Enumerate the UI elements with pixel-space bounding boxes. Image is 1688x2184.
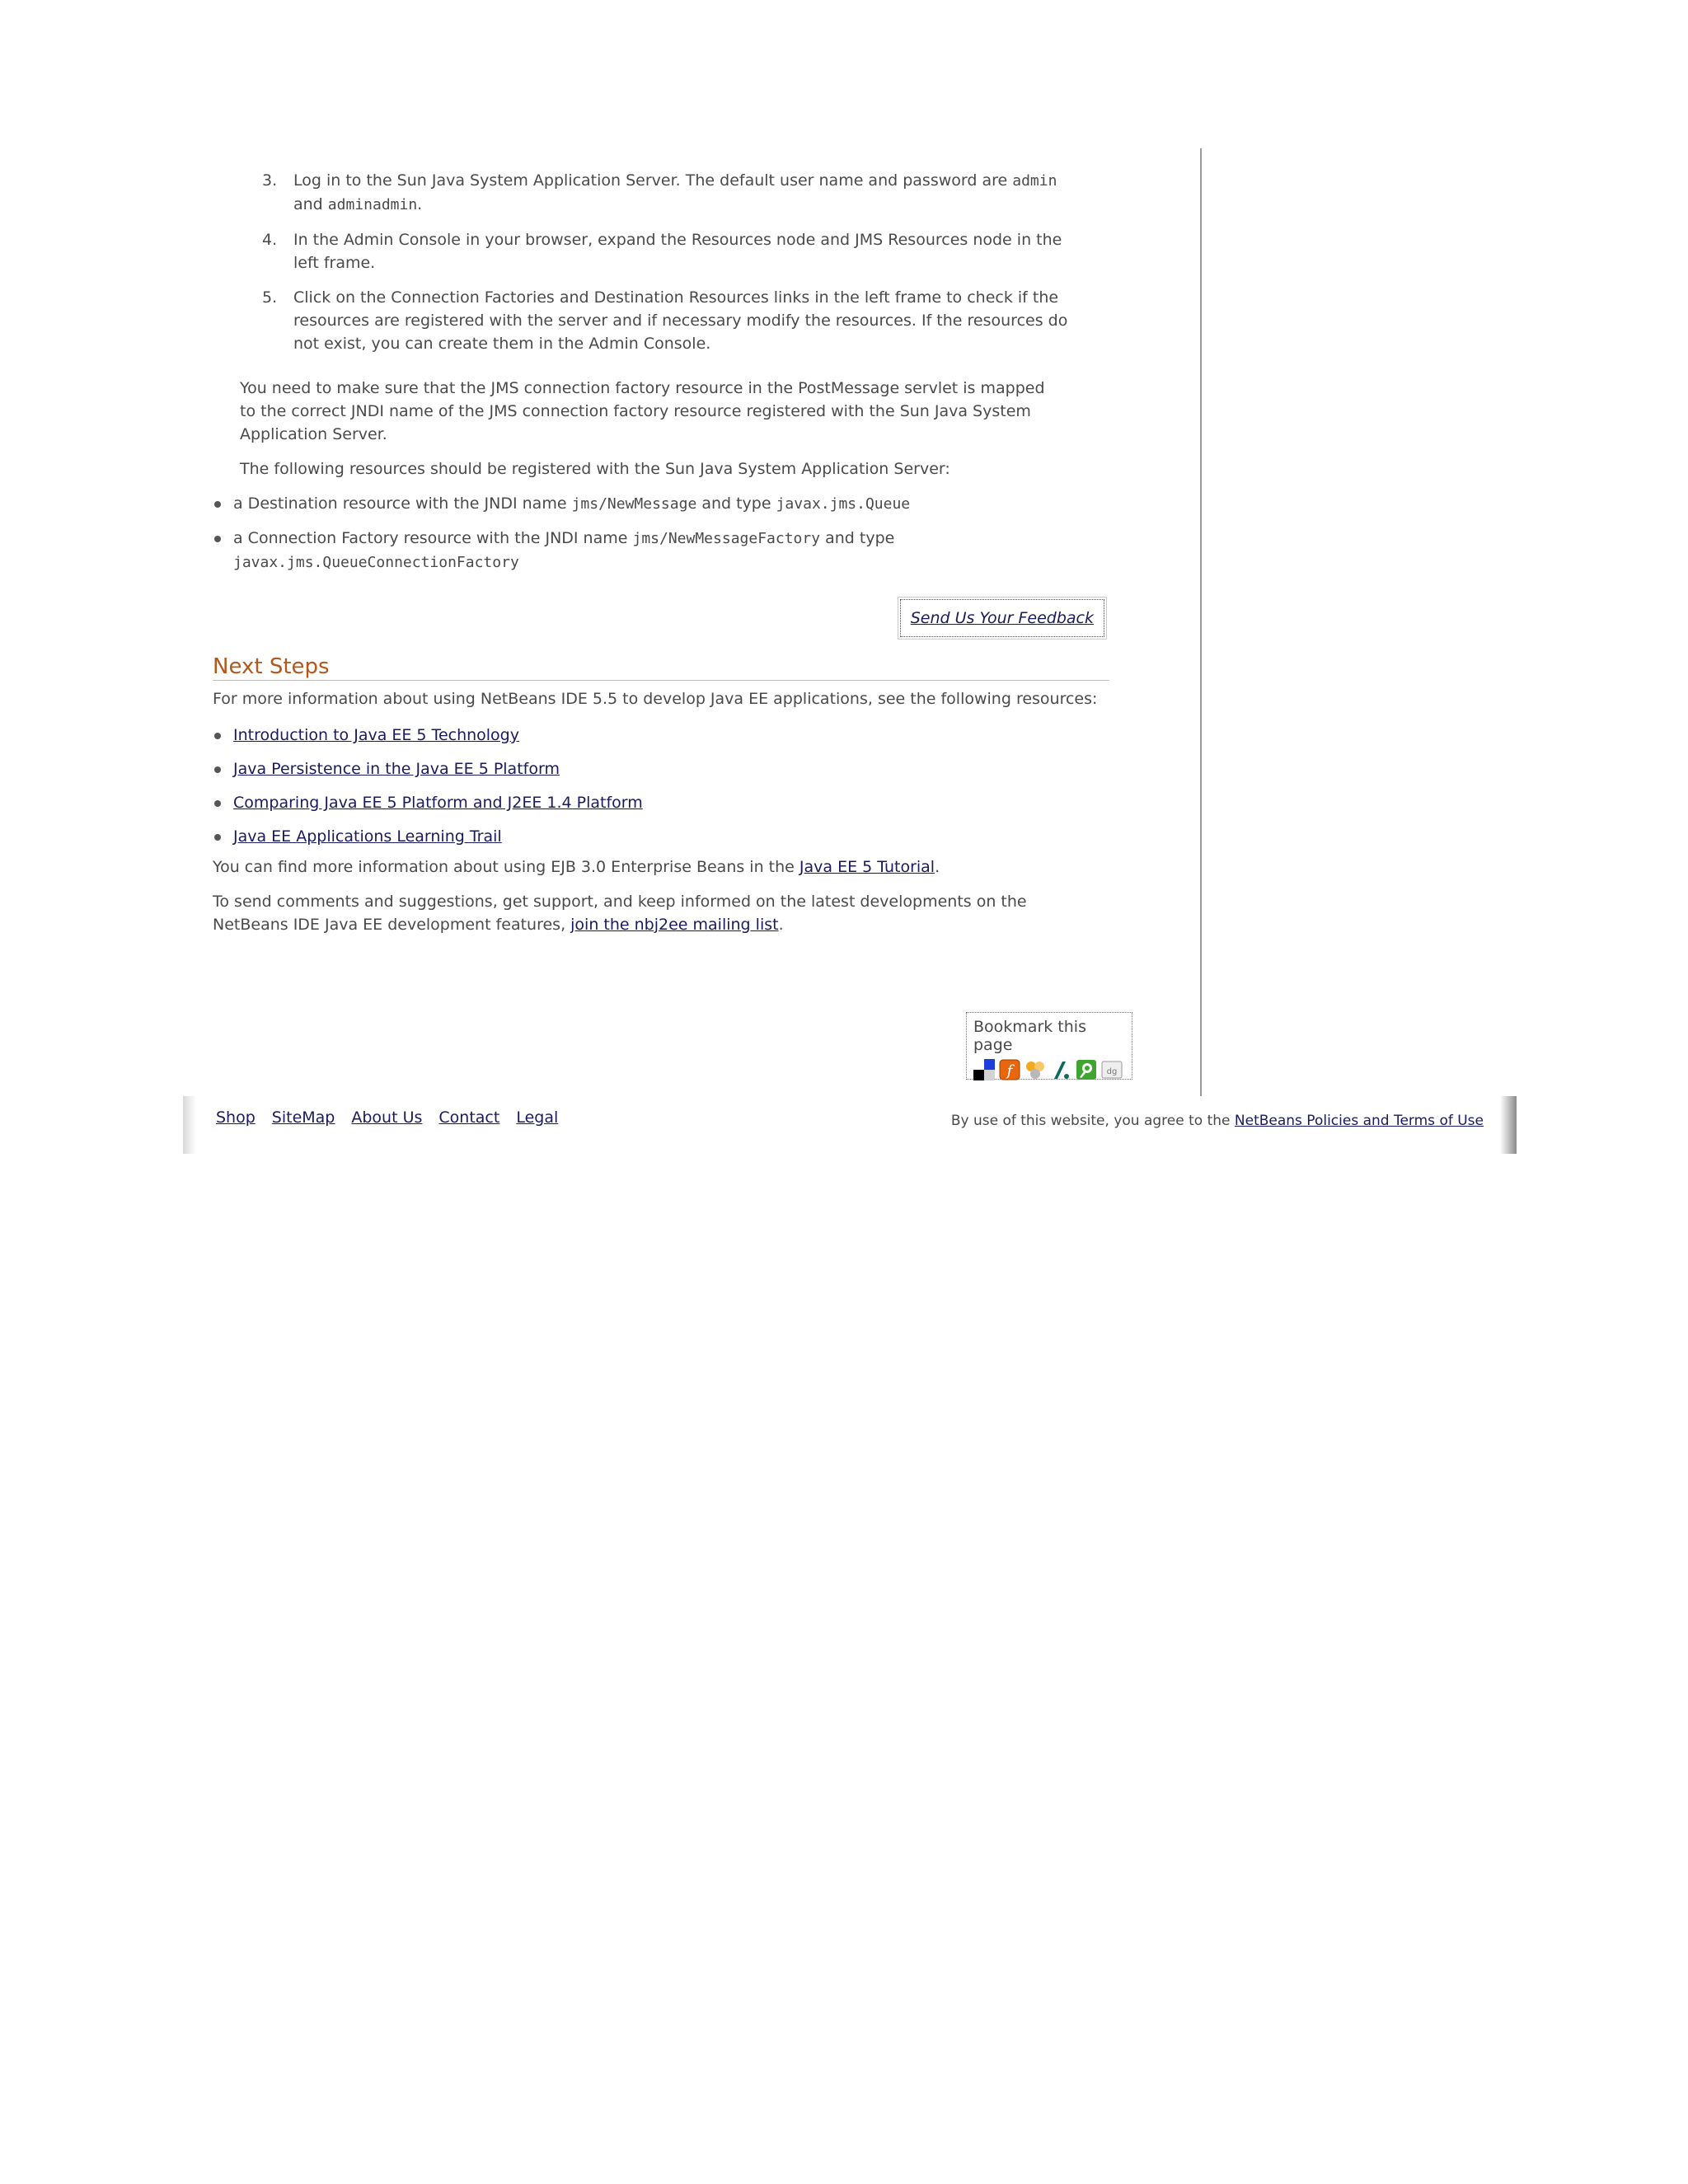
comments-end: . xyxy=(778,916,784,934)
step-number: 5. xyxy=(262,288,278,307)
slashdot-icon[interactable] xyxy=(1050,1059,1071,1080)
java-ee5-tutorial-link[interactable]: Java EE 5 Tutorial xyxy=(799,858,935,876)
footer-right-edge xyxy=(1500,1096,1517,1154)
inline-code-jndi: jms/NewMessage xyxy=(571,495,697,513)
resources-list xyxy=(213,492,1037,574)
next-steps-intro: For more information about using NetBeans IDE 5.5 to develop Java EE applications, see the following resources: xyxy=(213,690,1098,708)
bookmark-icons xyxy=(973,1059,1125,1080)
resource-item xyxy=(213,492,1037,516)
send-feedback-link[interactable]: Send Us Your Feedback xyxy=(900,599,1104,637)
terms-link[interactable]: NetBeans Policies and Terms of Use xyxy=(1234,1113,1484,1129)
blinklist-icon[interactable] xyxy=(1025,1059,1046,1080)
footer-link-about-us[interactable]: About Us xyxy=(351,1108,423,1127)
sidebar-divider xyxy=(1200,148,1202,1096)
jms-mapping-paragraph: You need to make sure that the JMS connection factory resource in the PostMessage servlet is mapped to the correct JNDI name of the JMS connection factory resource registered with the Sun Java System Application Server. xyxy=(240,379,1045,443)
footer-link-legal[interactable]: Legal xyxy=(516,1108,559,1127)
bookmark-label: Bookmark this page xyxy=(973,1018,1086,1054)
resource-item xyxy=(213,527,942,574)
step-text: . xyxy=(417,195,423,213)
resource-text: a Destination resource with the JNDI name xyxy=(233,494,572,513)
next-steps-links-list xyxy=(213,724,1111,848)
inline-code-type: javax.jms.QueueConnectionFactory xyxy=(233,554,519,571)
next-steps-heading: Next Steps xyxy=(213,654,1109,681)
inline-code-username: admin xyxy=(1012,172,1057,190)
svg-text:f: f xyxy=(1006,1062,1013,1080)
digg-icon[interactable] xyxy=(1101,1059,1123,1080)
resource-text: and type xyxy=(696,494,776,513)
footer-link-shop[interactable]: Shop xyxy=(216,1108,256,1127)
step-item xyxy=(262,169,1085,217)
resources-intro-paragraph: The following resources should be registered with the Sun Java System Application Server: xyxy=(240,460,950,478)
terms-text: By use of this website, you agree to the xyxy=(950,1113,1235,1129)
comments-text: To send comments and suggestions, get support, and keep informed on the latest developments on the NetBeans IDE Java EE development features, xyxy=(213,893,1027,934)
footer-terms xyxy=(951,1113,1484,1129)
ejb-paragraph xyxy=(213,855,1111,879)
main-content xyxy=(213,169,1111,936)
link-java-persistence[interactable]: Java Persistence in the Java EE 5 Platform xyxy=(233,760,560,778)
footer-left-edge xyxy=(183,1096,196,1154)
step-number: 4. xyxy=(262,231,278,249)
list-item xyxy=(213,825,1111,848)
link-comparing-platforms[interactable]: Comparing Java EE 5 Platform and J2EE 1.4 Platform xyxy=(233,794,643,812)
step-text: Click on the Connection Factories and Destination Resources links in the left frame to check if the resources are registered with the server and if necessary modify the resources. If the resources do not exist, you can create them in the Admin Console. xyxy=(293,288,1068,353)
link-learning-trail[interactable]: Java EE Applications Learning Trail xyxy=(233,827,502,846)
comments-paragraph xyxy=(213,890,1086,936)
setup-steps-list xyxy=(262,169,1111,355)
feedback-container xyxy=(213,599,1104,637)
resource-text: a Connection Factory resource with the JNDI name xyxy=(233,529,633,547)
inline-code-password: adminadmin xyxy=(327,196,418,213)
footer-link-sitemap[interactable]: SiteMap xyxy=(271,1108,335,1127)
list-item xyxy=(213,757,1111,780)
resource-text: and type xyxy=(820,529,895,547)
footer-link-contact[interactable]: Contact xyxy=(438,1108,500,1127)
furl-icon[interactable] xyxy=(999,1059,1020,1080)
list-item xyxy=(213,724,1111,747)
link-intro-java-ee5[interactable]: Introduction to Java EE 5 Technology xyxy=(233,726,519,744)
step-text: Log in to the Sun Java System Application Server. The default user name and password are xyxy=(293,171,1013,190)
list-item xyxy=(213,791,1111,814)
mailing-list-link[interactable]: join the nbj2ee mailing list xyxy=(570,916,779,934)
ejb-end: . xyxy=(935,858,940,876)
footer-nav xyxy=(216,1108,558,1127)
delicious-icon[interactable] xyxy=(973,1059,995,1080)
bookmark-box xyxy=(966,1012,1132,1080)
step-text: and xyxy=(293,195,328,213)
inline-code-type: javax.jms.Queue xyxy=(776,495,911,513)
step-number: 3. xyxy=(262,171,278,190)
step-text: In the Admin Console in your browser, expand the Resources node and JMS Resources node in the left frame. xyxy=(293,231,1062,272)
ejb-text: You can find more information about using EJB 3.0 Enterprise Beans in the xyxy=(213,858,799,876)
svg-text:dg: dg xyxy=(1106,1067,1118,1076)
step-item xyxy=(262,228,1085,274)
step-item xyxy=(262,286,1085,355)
technorati-icon[interactable] xyxy=(1076,1059,1097,1080)
inline-code-jndi: jms/NewMessageFactory xyxy=(632,530,821,547)
